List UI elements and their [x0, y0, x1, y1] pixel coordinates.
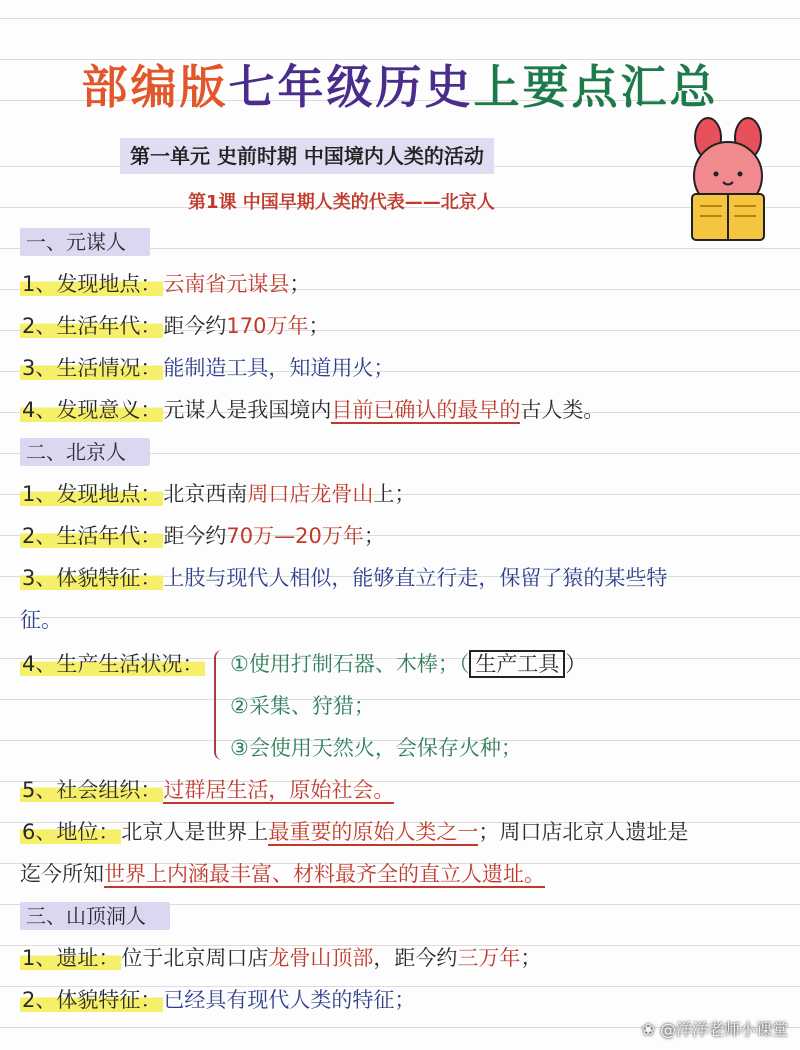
- item-value: 最重要的原始人类之一: [268, 820, 479, 844]
- list-item: [20, 986, 415, 1014]
- item-label: 4、发现意义：: [22, 398, 162, 422]
- item-label: 2、体貌特征：: [22, 988, 162, 1012]
- item-text: 距今约: [163, 314, 227, 338]
- item-label: 2、生活年代：: [22, 524, 162, 548]
- list-item: [20, 480, 415, 508]
- section-heading-label: 三、山顶洞人: [20, 902, 170, 930]
- item-label: 4、生产生活状况：: [22, 652, 204, 676]
- item-text: ）: [565, 652, 587, 676]
- list-item: [20, 818, 688, 846]
- item-text: ；周口店北京人遗址是: [478, 820, 689, 844]
- unit-title: 第一单元 史前时期 中国境内人类的活动: [120, 138, 494, 174]
- list-item: [20, 522, 385, 550]
- item-value: 征。: [20, 608, 62, 632]
- lesson-title: 第1课 中国早期人类的代表——北京人: [188, 192, 495, 213]
- item-text: 迄今所知: [20, 862, 104, 886]
- list-item-continuation: [20, 606, 62, 634]
- item-value: ①使用打制石器、木棒；（: [230, 652, 470, 676]
- list-item: [20, 312, 329, 340]
- item-text: 距今约: [163, 524, 227, 548]
- item-value: 世界上内涵最丰富、材料最齐全的直立人遗址。: [104, 862, 545, 886]
- section-heading-label: 二、北京人: [20, 438, 150, 466]
- item-value: 三万年: [457, 946, 521, 970]
- paw-icon: ❀: [641, 1020, 655, 1039]
- sub-item: [230, 650, 586, 678]
- list-item: [20, 564, 667, 592]
- page-title: [0, 51, 800, 117]
- item-value: 70万—20万年: [226, 524, 364, 548]
- item-value: 目前已确认的最早的: [331, 398, 521, 422]
- item-text: 元谋人是我国境内: [163, 398, 332, 422]
- item-value: 能制造工具，知道用火；: [163, 356, 395, 380]
- item-value: ③会使用天然火，会保存火种；: [230, 736, 522, 760]
- item-value: 龙骨山顶部: [268, 946, 374, 970]
- list-item: [20, 270, 310, 298]
- item-text: ，距今约: [373, 946, 458, 970]
- mascot-rabbit-reading-icon: [676, 116, 780, 246]
- item-label: 3、体貌特征：: [22, 566, 162, 590]
- item-value: 上肢与现代人相似，能够直立行走，保留了猿的某些特: [163, 566, 668, 590]
- item-label: 1、发现地点：: [22, 272, 162, 296]
- item-value: 周口店龙骨山: [247, 482, 374, 506]
- item-text: ；: [363, 524, 385, 548]
- section-heading-1: [20, 228, 150, 256]
- item-value: 已经具有现代人类的特征；: [163, 988, 416, 1012]
- item-text: 上；: [373, 482, 416, 506]
- item-value: 云南省元谋县: [163, 272, 290, 296]
- watermark: [641, 1017, 788, 1040]
- item-value: ②采集、狩猎；: [230, 694, 375, 718]
- item-label: 5、社会组织：: [22, 778, 162, 802]
- section-heading-label: 一、元谋人: [20, 228, 150, 256]
- sub-item: [230, 692, 375, 720]
- section-heading-2: [20, 438, 150, 466]
- section-heading-3: [20, 902, 170, 930]
- item-text: ；: [289, 272, 311, 296]
- item-label: 2、生活年代：: [22, 314, 162, 338]
- list-item: [20, 776, 394, 804]
- title-part-2: 七年级历史: [228, 59, 474, 114]
- title-part-1: 部编版: [81, 59, 229, 114]
- item-label: 1、发现地点：: [22, 482, 162, 506]
- title-part-3: 上要点汇总: [473, 59, 719, 114]
- brace-icon: [214, 650, 226, 760]
- list-item-continuation: [20, 860, 545, 888]
- item-text: 古人类。: [520, 398, 605, 422]
- list-item: [20, 650, 205, 678]
- list-item: [20, 354, 394, 382]
- list-item: [20, 944, 541, 972]
- item-text: ；: [308, 314, 330, 338]
- item-text: ；: [520, 946, 542, 970]
- list-item: [20, 396, 604, 424]
- item-value: 过群居生活，原始社会。: [163, 778, 395, 802]
- boxed-term: 生产工具: [469, 650, 565, 678]
- item-label: 1、遗址：: [22, 946, 120, 970]
- watermark-text: @洋洋老师小课堂: [659, 1020, 788, 1039]
- item-label: 3、生活情况：: [22, 356, 162, 380]
- item-text: 位于北京周口店: [121, 946, 269, 970]
- item-text: 北京人是世界上: [121, 820, 269, 844]
- item-value: 170万年: [226, 314, 309, 338]
- sub-item: [230, 734, 522, 762]
- item-label: 6、地位：: [22, 820, 120, 844]
- item-text: 北京西南: [163, 482, 248, 506]
